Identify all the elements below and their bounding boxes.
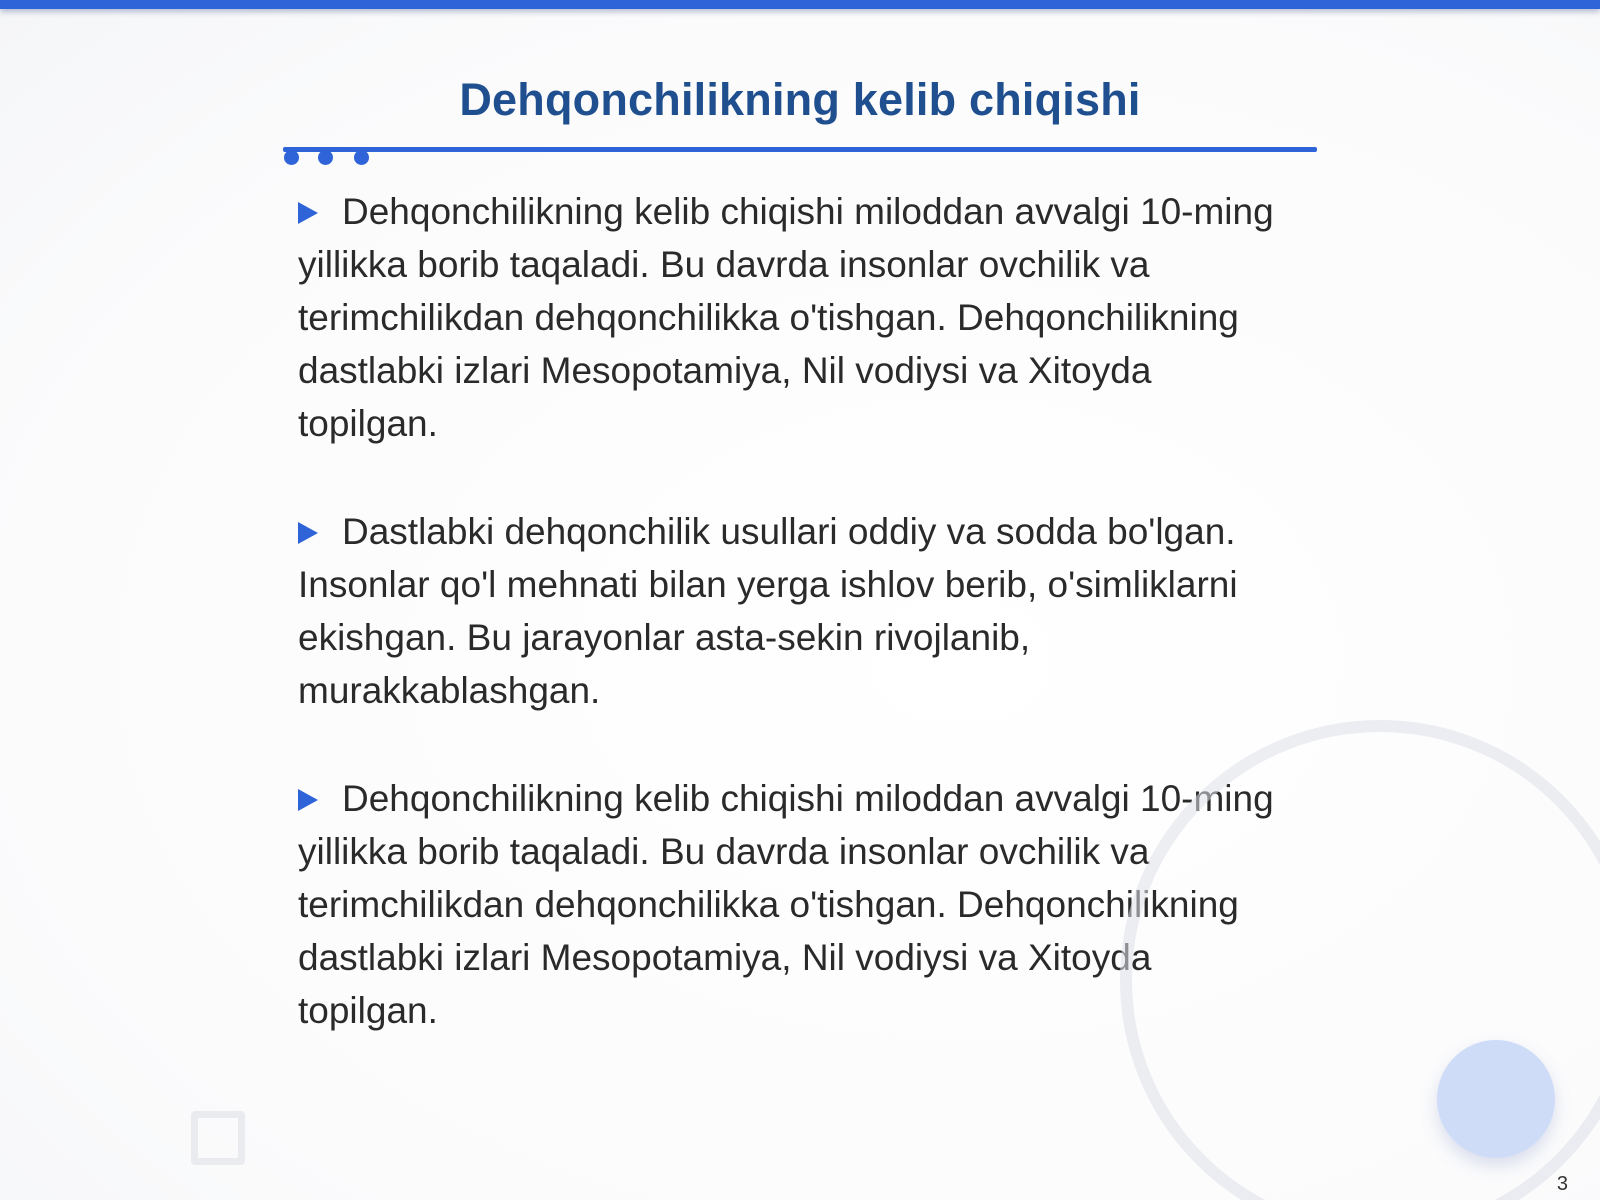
triangle-right-bullet-icon	[298, 789, 318, 811]
decor-dot	[284, 150, 299, 165]
paragraph-text: Dehqonchilikning kelib chiqishi miloddan avvalgi 10-ming yillikka borib taqaladi. Bu davrda insonlar ovchilik va terimchilikdan dehqonchilikka o'tishgan. Dehqonchilikning dastlabki izlari Mesopotamiya, Nil vodiysi va Xitoyda topilgan.	[298, 778, 1274, 1031]
triangle-right-bullet-icon	[298, 522, 318, 544]
title-underline	[283, 147, 1317, 152]
triangle-right-bullet-icon	[298, 202, 318, 224]
paragraph-text: Dastlabki dehqonchilik usullari oddiy va sodda bo'lgan. Insonlar qo'l mehnati bilan yerga ishlov berib, o'simliklarni ekishgan. Bu jarayonlar asta-sekin rivojlanib, murakkablashgan.	[298, 511, 1238, 711]
paragraph-text: Dehqonchilikning kelib chiqishi miloddan avvalgi 10-ming yillikka borib taqaladi. Bu davrda insonlar ovchilik va terimchilikdan dehqonchilikka o'tishgan. Dehqonchilikning dastlabki izlari Mesopotamiya, Nil vodiysi va Xitoyda topilgan.	[298, 191, 1274, 444]
decor-circle	[1437, 1040, 1555, 1158]
bullet-paragraph	[298, 185, 1298, 450]
decor-square	[191, 1111, 245, 1165]
decor-dot	[318, 150, 333, 165]
page-number: 3	[1556, 1173, 1568, 1195]
top-accent-bar	[0, 0, 1600, 9]
decor-dot	[354, 150, 369, 165]
slide-title: Dehqonchilikning kelib chiqishi	[459, 74, 1141, 125]
bullet-paragraph	[298, 505, 1298, 717]
